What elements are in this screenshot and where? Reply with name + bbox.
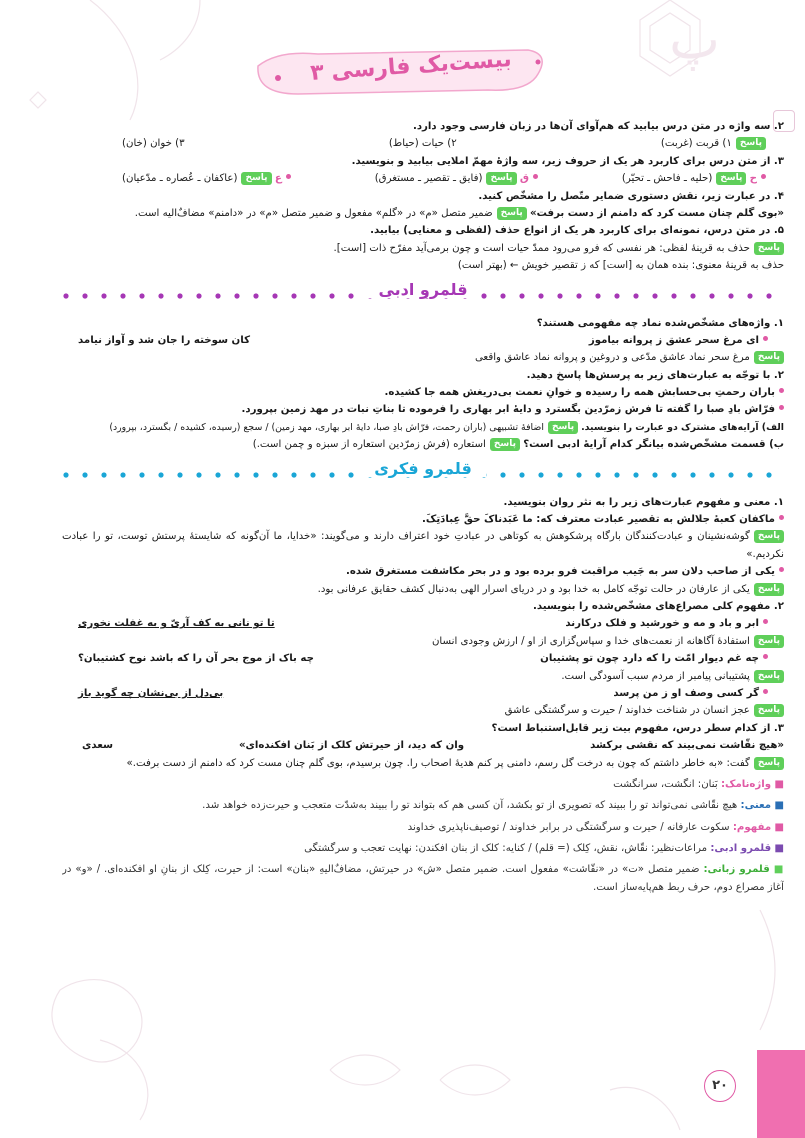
page-edge-tab	[757, 1050, 805, 1138]
fekri-answer-v3: پاسخعجز انسان در شناخت خداوند / حیرت و سرگشتگی عاشق	[62, 702, 784, 719]
section-dot	[310, 293, 315, 298]
answer-badge: پاسخ	[548, 421, 578, 434]
section-dot	[633, 293, 638, 298]
fekri-answer-1: پاسخگوشه‌نشینان و عبادت‌کنندگان بارگاه پرشکوهش به کوتاهی در عبادتِ خود اعتراف دارند و می‌گویند: «خدایا، ما آن‌گونه که شایستهٔ پرستش توست، تو را عبادت نکردیم.»	[62, 531, 784, 560]
fekri-answer-3: پاسخگفت: «به خاطر داشتم که چون به درخت گل رسم، دامنی پر کنم هدیهٔ اصحاب را. چون برسیدم، بوی گلم چنان مست کرد که دامنم از دست برفت.»	[62, 755, 784, 772]
section-dot	[215, 293, 220, 298]
answer-badge: پاسخ	[716, 172, 746, 185]
section-dot	[63, 293, 68, 298]
note-literary: ■ قلمرو ادبی: مراعات‌نظیر: نقّاش، نقش، کِلک (= قلم) / کنایه: کلک از بنان افکندن: نهایت تعجب و سرگشتگی	[304, 843, 784, 855]
fekri-verse-1: ابر و باد و مه و خورشید و فلک درکارند تا تو نانی به کف آریّ و به غفلت نخوری	[62, 615, 784, 632]
section-dot	[120, 293, 125, 298]
section-dot	[595, 293, 600, 298]
section-dot	[177, 472, 182, 477]
adabi-bullet-2: فرّاش بادِ صبا را گفته تا فرش زمرّدین بگسترد و دایهٔ ابر بهاری را فرموده تا بناتِ نبات در مهد زمین بپرورد.	[62, 401, 784, 418]
answer-badge: پاسخ	[497, 207, 527, 220]
answer-badge: پاسخ	[754, 351, 784, 364]
section-dot	[329, 472, 334, 477]
section-dot	[196, 472, 201, 477]
answer-3-opt-2: ق پاسخ(فایق ـ تقصیر ـ مستغرق)	[375, 170, 538, 187]
section-dot	[291, 293, 296, 298]
section-dot	[671, 293, 676, 298]
section-dot	[63, 472, 68, 477]
answer-3-opt-1: ح پاسخ(حلیه ـ فاحش ـ تحیّر)	[622, 170, 766, 187]
section-dot	[101, 472, 106, 477]
section-dot	[633, 472, 638, 477]
section-dot	[519, 293, 524, 298]
section-dot	[272, 472, 277, 477]
section-adabi-title: قلمرو ادبی	[364, 281, 481, 298]
section-dot	[158, 293, 163, 298]
note-meaning: ■ معنی: هیچ نقّاشی نمی‌تواند تو را ببیند که تصویری از تو بکشد، آن کسی هم که بتواند تو را ببیند به‌شدّت متعجب و حیرت‌زده خواهد شد.	[202, 800, 784, 812]
section-dot	[614, 472, 619, 477]
section-dot	[538, 293, 543, 298]
section-dot	[481, 293, 486, 298]
section-dot	[348, 293, 353, 298]
section-dot	[614, 293, 619, 298]
section-dot	[253, 293, 258, 298]
section-dot	[576, 472, 581, 477]
section-dot	[747, 293, 752, 298]
section-dot	[348, 472, 353, 477]
section-dot	[177, 293, 182, 298]
section-dot	[82, 472, 87, 477]
note-concept: ■ مفهوم: سکوت عارفانه / حیرت و سرگشتگی در برابر خداوند / توصیف‌ناپذیری خداوند	[407, 821, 784, 833]
section-dot	[690, 472, 695, 477]
section-dot	[120, 472, 125, 477]
section-dot	[766, 472, 771, 477]
adabi-question-2: ۲. با توجّه به عبارت‌های زیر به پرسش‌ها پاسخ دهید.	[526, 369, 784, 381]
decorative-letter: پ	[669, 8, 720, 71]
fekri-verse-4: «هیچ نقّاشت نمی‌بیند که نقشی برکشد وان که دید، از حیرتش کلک از بَنان افکنده‌ای» سعدی	[82, 740, 784, 752]
fekri-answer-2: پاسخیکی از عارفان در حالت توجّه کامل به خدا بود و در دریای اسرار الهی به‌دنبال کشف حقایق عرفانی بود.	[62, 581, 784, 598]
fekri-answer-v2: پاسخپشتیبانی پیامبر از مردم سبب آسودگی است.	[62, 668, 784, 685]
section-dot	[253, 472, 258, 477]
question-5: ۵. در متن درس، نمونه‌ای برای کاربرد هر یک از انواع حذف (لفظی و معنایی) بیابید.	[370, 225, 784, 237]
answer-badge: پاسخ	[754, 242, 784, 255]
section-dot	[500, 293, 505, 298]
answer-badge: پاسخ	[736, 137, 766, 150]
fekri-verse-3: گر کسی وصف او ز من پرسد بی‌دل از بی‌نشان چه گوید باز	[62, 685, 784, 702]
answer-badge: پاسخ	[241, 172, 271, 185]
answer-badge: پاسخ	[490, 438, 520, 451]
section-dot	[709, 472, 714, 477]
section-dot	[728, 472, 733, 477]
section-dot	[709, 293, 714, 298]
section-adabi	[62, 277, 784, 311]
answer-badge: پاسخ	[754, 583, 784, 596]
section-dot	[557, 472, 562, 477]
section-dot	[652, 293, 657, 298]
section-dot	[272, 293, 277, 298]
section-dot	[196, 293, 201, 298]
section-dot	[538, 472, 543, 477]
section-fekri-title: قلمرو فکری	[360, 460, 486, 477]
answer-5: پاسخحذف به قرینهٔ لفظی: هر نفسی که فرو می‌رود ممدّ حیات است و چون برمی‌آید مفرّح ذات [است].	[62, 240, 784, 257]
section-dot	[576, 293, 581, 298]
section-dot	[234, 472, 239, 477]
section-dot	[215, 472, 220, 477]
answer-4: «بوی گلم چنان مست کرد که دامنم از دست برفت» پاسخضمیر متصل «م» در «گلم» مفعول و ضمیر متصل «م» در «دامنم» مضافٌ‌الیه است.	[134, 207, 784, 219]
section-dot	[690, 293, 695, 298]
section-dot	[101, 293, 106, 298]
section-dot	[595, 472, 600, 477]
fekri-bullet-1: ماکفان کعبهٔ جلالش به تقصیر عبادت معترف که: ما عَبَدناکَ حقَّ عِبادَتِکَ.	[62, 511, 784, 528]
section-dot	[234, 293, 239, 298]
answer-badge: پاسخ	[754, 530, 784, 543]
answer-2-opt-2: ۲) حیات (حیاط)	[388, 138, 457, 150]
adabi-answer-2b: ب) قسمت مشخّص‌شده بیانگر کدام آرایهٔ ادبی است؟ پاسخاستعاره (فرش زمرّدین استعاره از سبزه و چمن است.)	[252, 439, 784, 451]
section-dot	[557, 293, 562, 298]
adabi-verse-1: ای مرغ سحر عشق ز پروانه بیاموز کان سوخته را جان شد و آواز نیامد	[62, 332, 784, 349]
adabi-bullet-1: باران رحمتِ بی‌حسابش همه را رسیده و خوانِ نعمت بی‌دریغش همه جا کشیده.	[62, 384, 784, 401]
page-number: ۲۰	[704, 1070, 736, 1102]
answer-2	[62, 135, 784, 152]
answer-2-opt-3: ۳) خوان (خان)	[122, 138, 185, 150]
answer-badge: پاسخ	[754, 635, 784, 648]
fekri-question-1: ۱. معنی و مفهوم عبارت‌های زیر را به نثر روان بنویسید.	[503, 496, 784, 508]
section-dot	[766, 293, 771, 298]
answer-3	[62, 170, 784, 187]
content	[62, 118, 784, 896]
section-dot	[747, 472, 752, 477]
banner-title: بیست‌یک فارسی ۳	[309, 46, 513, 87]
answer-3-opt-3: ع پاسخ(عاکفان ـ عُصاره ـ مدّعیان)	[122, 170, 291, 187]
answer-badge: پاسخ	[754, 704, 784, 717]
section-dot	[671, 472, 676, 477]
note-linguistic: ■ قلمرو زبانی: ضمیر متصل «ت» در «نقّاشت» مفعول است. ضمیر متصل «ش» در حیرتش، مضافٌ‌الیهِ «بنان» است: از حیرت، کِلک از بنانِ او افکنده‌ای. / «و» در آغاز مصراع دوم، حرف ربط هم‌پایه‌ساز است.	[62, 864, 784, 893]
fekri-bullet-2: یکی از صاحب دلان سر به جَیب مراقبت فرو برده بود و در بحر مکاشفت مستغرق شده.	[62, 563, 784, 580]
fekri-answer-v1: پاسخاستفادهٔ آگاهانه از نعمت‌های خدا و سپاس‌گزاری از او / ارزش وجودی انسان	[62, 633, 784, 650]
section-dot	[652, 472, 657, 477]
section-dot	[158, 472, 163, 477]
adabi-answer-1: پاسخمرغ سحر نماد عاشق مدّعی و دروغین و پروانه نماد عاشق واقعی	[62, 349, 784, 366]
question-3: ۳. از متن درس برای کاربرد هر یک از حروف زیر، سه واژهٔ مهمّ املایی بیابید و بنویسید.	[351, 155, 784, 167]
section-fekri	[62, 456, 784, 490]
answer-badge: پاسخ	[486, 172, 516, 185]
section-dot	[728, 293, 733, 298]
section-dot	[519, 472, 524, 477]
adabi-question-1: ۱. واژه‌های مشخّص‌شده نماد چه مفهومی هستند؟	[536, 317, 784, 329]
section-dot	[139, 293, 144, 298]
section-dot	[139, 472, 144, 477]
section-dot	[500, 472, 505, 477]
answer-5-b: حذف به قرینهٔ معنوی: بنده همان به [است] که ز تقصیر خویش ← (بهتر است)	[457, 260, 784, 272]
section-dot	[310, 472, 315, 477]
question-2: ۲. سه واژه در متن درس بیابید که هم‌آوای آن‌ها در زبان فارسی وجود دارد.	[412, 121, 784, 132]
section-dot	[329, 293, 334, 298]
adabi-answer-2a: الف) آرایه‌های مشترک دو عبارت را بنویسید. پاسخاضافهٔ تشبیهی (باران رحمت، فرّاش بادِ صبا، دایهٔ ابر بهاری، مهد زمین) / سجع (رسیده، کشیده / بگسترد، بپرورد)	[109, 421, 784, 433]
section-dot	[82, 293, 87, 298]
note-vocab: ■ واژه‌نامک: بَنان: انگشت، سرانگشت	[613, 778, 784, 790]
fekri-question-3: ۳. از کدام سطر درس، مفهوم بیت زیر قابل‌استنباط است؟	[491, 722, 784, 734]
answer-badge: پاسخ	[754, 670, 784, 683]
section-dot	[291, 472, 296, 477]
fekri-question-2: ۲. مفهوم کلی مصراع‌های مشخّص‌شده را بنویسید.	[532, 601, 784, 613]
header-banner	[238, 44, 558, 100]
answer-2-opt-1: پاسخ۱) قربت (غربت)	[661, 135, 766, 152]
answer-badge: پاسخ	[754, 757, 784, 770]
fekri-verse-2: چه غم دیوار امّت را که دارد چون تو پشتیبان چه باک از موج بحر آن را که باشد نوح کشتیبان؟	[62, 650, 784, 667]
question-4: ۴. در عبارت زیر، نقش دستوری ضمایر متّصل را مشخّص کنید.	[478, 190, 784, 202]
